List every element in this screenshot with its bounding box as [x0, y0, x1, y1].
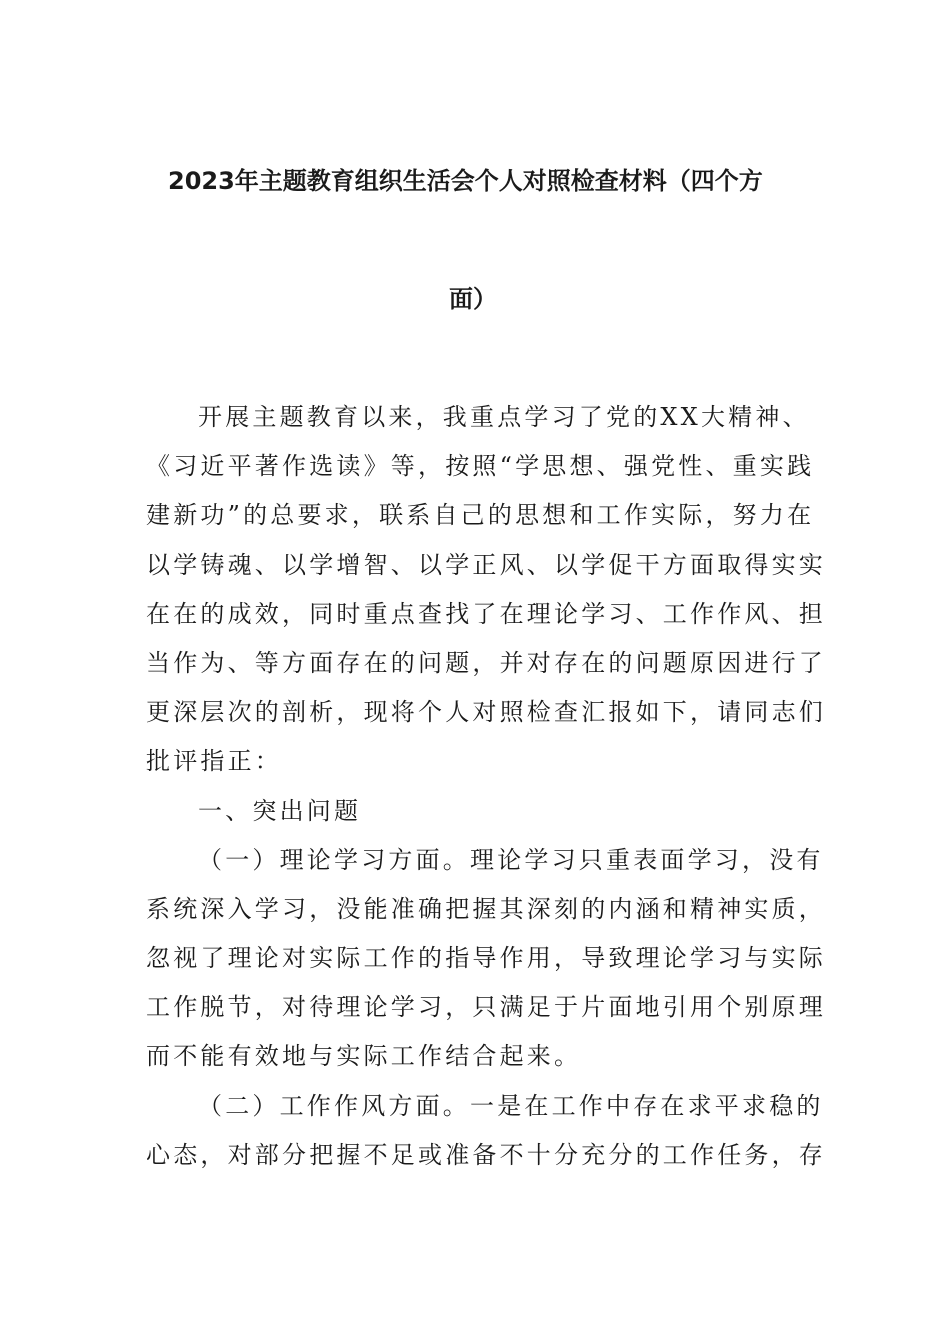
intro-line: 建新功”的总要求，联系自己的思想和工作实际，努力在: [146, 501, 815, 530]
paragraph-line: 工作脱节，对待理论学习，只满足于片面地引用个别原理: [146, 993, 826, 1022]
intro-line: 《习近平著作选读》等，按照“学思想、强党性、重实践: [146, 452, 815, 481]
paragraph-line: （二）工作作风方面。一是在工作中存在求平求稳的: [198, 1091, 824, 1120]
intro-line: 当作为、等方面存在的问题，并对存在的问题原因进行了: [146, 648, 826, 677]
paragraph-line: 心态，对部分把握不足或准备不十分充分的工作任务，存: [146, 1140, 826, 1169]
intro-line: 在在的成效，同时重点查找了在理论学习、工作作风、担: [146, 599, 826, 628]
intro-line: 更深层次的剖析，现将个人对照检查汇报如下，请同志们: [146, 698, 826, 727]
document-body: [146, 393, 826, 1180]
intro-line: 以学铸魂、以学增智、以学正风、以学促干方面取得实实: [146, 550, 826, 579]
paragraph-line: （一）理论学习方面。理论学习只重表面学习，没有: [198, 845, 824, 874]
paragraph-line: 系统深入学习，没能准确把握其深刻的内涵和精神实质，: [146, 894, 826, 923]
intro-line: 批评指正：: [146, 747, 282, 776]
document-title-line-1: 2023年主题教育组织生活会个人对照检查材料（四个方: [168, 167, 763, 195]
intro-line: 开展主题教育以来，我重点学习了党的XX大精神、: [198, 403, 810, 431]
paragraph-line: 而不能有效地与实际工作结合起来。: [146, 1042, 582, 1071]
document-title-line-2: 面）: [449, 285, 497, 313]
section-heading: 一、突出问题: [198, 796, 362, 825]
paragraph-line: 忽视了理论对实际工作的指导作用，导致理论学习与实际: [146, 944, 826, 973]
